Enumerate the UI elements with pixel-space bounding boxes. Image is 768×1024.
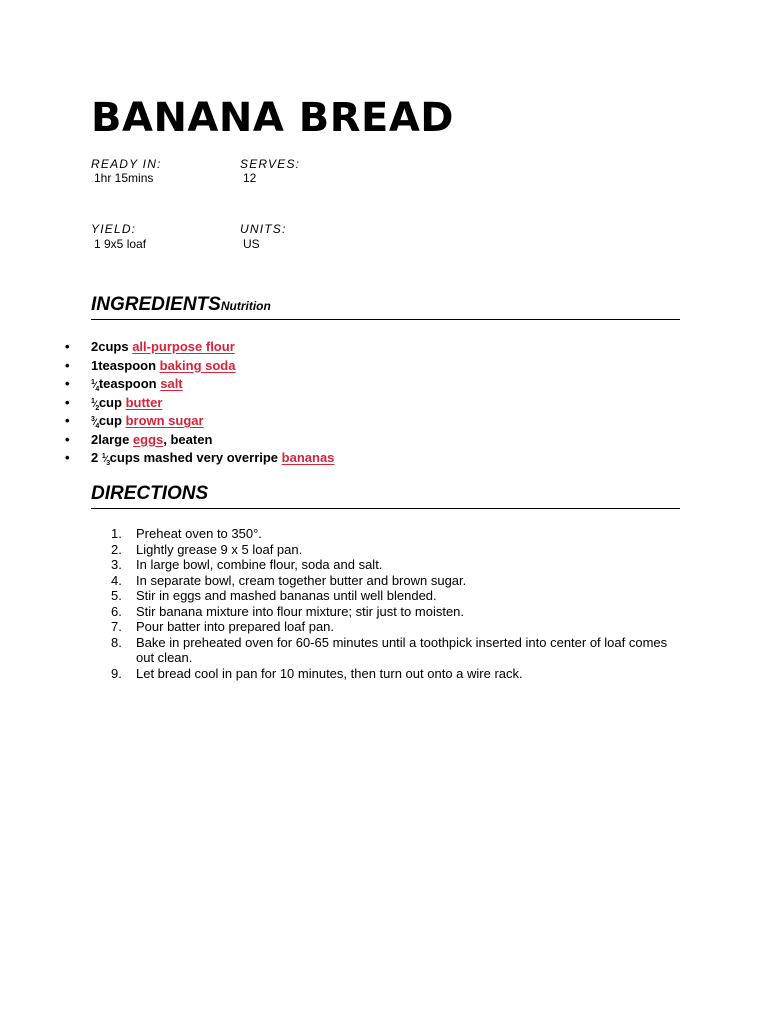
ingredient-link-brown-sugar[interactable]: brown sugar (125, 413, 204, 428)
ingredient-item (62, 338, 334, 357)
directions-header (91, 482, 680, 509)
ingredient-amount: 2cups (91, 339, 133, 354)
ingredient-link-eggs[interactable]: eggs (132, 431, 164, 447)
direction-step (111, 542, 681, 558)
recipe-title: BANANA BREAD (91, 95, 455, 141)
yield-label: YIELD: (91, 222, 137, 236)
serves-value: 12 (243, 171, 257, 185)
bullet-icon: • (65, 431, 70, 447)
direction-step (111, 604, 681, 620)
bullet-icon: • (65, 376, 70, 391)
ingredient-amount: cup (98, 413, 126, 428)
fraction: $^3⁄_4$ (91, 416, 99, 430)
ingredient-item (62, 412, 334, 431)
ingredient-item (62, 375, 334, 394)
ingredient-link-butter[interactable]: butter (125, 394, 163, 410)
ingredient-amount: 2large (91, 431, 133, 447)
step-text: Bake in preheated oven for 60-65 minutes until a toothpick inserted into center of loaf comes out clean. (136, 634, 668, 665)
units-label: UNITS: (240, 222, 287, 236)
ingredient-link-baking-soda[interactable]: baking soda (159, 357, 236, 373)
step-number: 3. (111, 557, 122, 572)
bullet-icon: • (65, 357, 70, 373)
ingredient-item (62, 449, 334, 468)
direction-step (111, 635, 681, 666)
step-number: 6. (111, 603, 122, 619)
step-number: 5. (111, 588, 122, 603)
direction-step (111, 619, 681, 635)
step-text: Let bread cool in pan for 10 minutes, then turn out onto a wire rack. (136, 665, 523, 681)
serves-label: SERVES: (240, 157, 301, 171)
ingredient-link-bananas[interactable]: bananas (281, 450, 335, 465)
ingredients-list (62, 338, 334, 468)
step-text: Lightly grease 9 x 5 loaf pan. (136, 541, 303, 557)
step-text: Stir in eggs and mashed bananas until well blended. (136, 588, 437, 603)
ingredient-link-flour[interactable]: all-purpose flour (132, 339, 235, 354)
ingredients-heading: INGREDIENTS (91, 294, 221, 315)
units-value: US (243, 237, 260, 251)
ingredient-note: , beaten (163, 431, 213, 447)
bullet-icon: • (65, 339, 70, 354)
step-text: In separate bowl, cream together butter and brown sugar. (136, 572, 467, 588)
step-number: 4. (111, 572, 122, 588)
bullet-icon: • (65, 413, 70, 428)
step-number: 1. (111, 526, 122, 541)
ingredient-item (62, 357, 334, 376)
step-text: Stir banana mixture into flour mixture; stir just to moisten. (136, 603, 465, 619)
bullet-icon: • (65, 450, 70, 465)
step-text: Preheat oven to 350°. (136, 526, 262, 541)
direction-step (111, 573, 681, 589)
fraction: $^1⁄_3$ (101, 453, 110, 467)
step-text: Pour batter into prepared loaf pan. (136, 619, 335, 634)
ready-in-label: READY IN: (91, 157, 162, 171)
directions-list (111, 526, 681, 681)
step-number: 8. (111, 634, 122, 650)
step-text: In large bowl, combine flour, soda and salt. (136, 557, 383, 572)
ingredient-amount: 1teaspoon (91, 357, 160, 373)
ingredient-link-salt[interactable]: salt (160, 376, 183, 391)
ingredient-amount: cup (98, 394, 126, 410)
ingredients-header (91, 293, 680, 320)
direction-step (111, 526, 681, 542)
direction-step (111, 588, 681, 604)
ingredient-item (62, 394, 334, 413)
bullet-icon: • (65, 394, 70, 410)
directions-heading: DIRECTIONS (91, 483, 209, 504)
direction-step (111, 666, 681, 682)
step-number: 7. (111, 619, 122, 634)
ingredient-description: cups mashed very overripe (109, 450, 282, 465)
ready-in-value: 1hr 15mins (94, 171, 154, 185)
nutrition-link[interactable]: Nutrition (220, 299, 271, 313)
yield-value: 1 9x5 loaf (94, 237, 147, 251)
fraction: $^1⁄_4$ (91, 379, 99, 393)
ingredient-amount: 2 (91, 450, 102, 465)
step-number: 9. (111, 665, 122, 681)
ingredient-item (62, 431, 334, 450)
direction-step (111, 557, 681, 573)
fraction: $^1⁄_2$ (91, 397, 99, 412)
step-number: 2. (111, 541, 122, 557)
ingredient-amount: teaspoon (98, 376, 161, 391)
